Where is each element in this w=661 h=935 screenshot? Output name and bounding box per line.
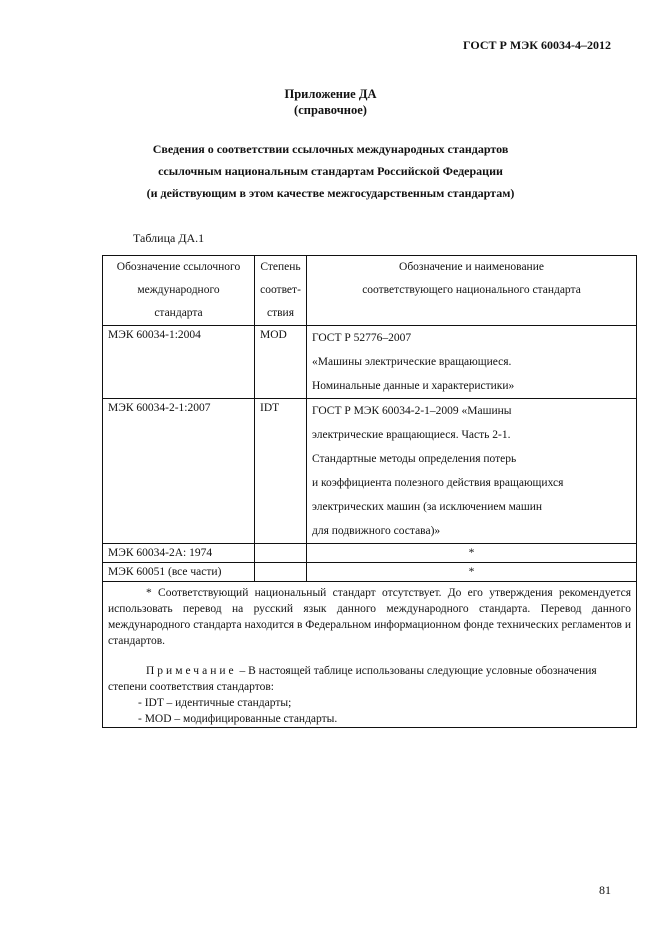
cell-reference-code: МЭК 60034-2А: 1974 xyxy=(103,544,255,563)
cell-degree xyxy=(255,563,307,582)
table-row xyxy=(103,544,637,563)
cell-line: Номинальные данные и характеристики» xyxy=(312,380,515,392)
appendix-heading xyxy=(0,86,661,118)
header-line: соответ- xyxy=(260,284,301,296)
cell-line: ГОСТ Р 52776–2007 xyxy=(312,332,412,344)
table-footer-row xyxy=(103,582,637,728)
table-row xyxy=(103,563,637,582)
section-title-line: (и действующим в этом качестве межгосударственным стандартам) xyxy=(146,186,515,200)
header-line: международного xyxy=(137,284,220,296)
table-caption: Таблица ДА.1 xyxy=(133,231,205,245)
note-item: - IDT – идентичные стандарты; xyxy=(138,697,292,709)
cell-line: ГОСТ Р МЭК 60034-2-1–2009 «Машины xyxy=(312,405,512,417)
appendix-subtitle: (справочное) xyxy=(294,103,367,117)
cell-reference-code: МЭК 60051 (все части) xyxy=(103,563,255,582)
note-label: Примечание xyxy=(146,665,237,677)
table-header-row xyxy=(103,256,637,326)
cell-line: электрических машин (за исключением машин xyxy=(312,501,543,513)
cell-line: «Машины электрические вращающиеся. xyxy=(312,356,512,368)
note-text: – В настоящей таблице использованы следующие условные обозначения степени соответствия стандартов: xyxy=(108,665,597,693)
header-line: ствия xyxy=(266,307,294,319)
section-title xyxy=(0,138,661,204)
note-item: - MOD – модифицированные стандарты. xyxy=(138,713,338,725)
appendix-title: Приложение ДА xyxy=(284,87,377,101)
table-row xyxy=(103,326,637,399)
footnote: * Соответствующий национальный стандарт отсутствует. До его утверждения рекомендуется использовать перевод на русский язык данного международного стандарта. Перевод данного международного стандарта находится в Федеральном информационном фонде технических регламентов и стандартов. xyxy=(108,587,631,647)
page-number: 81 xyxy=(599,883,611,897)
cell-national-standard: * xyxy=(307,563,637,582)
header-line: соответствующего национального стандарта xyxy=(362,284,581,296)
cell-line: электрические вращающиеся. Часть 2-1. xyxy=(312,429,511,441)
header-line: стандарта xyxy=(154,307,203,319)
header-line: Степень xyxy=(260,261,301,273)
header-degree xyxy=(255,256,307,326)
section-title-line: ссылочным национальным стандартам Российской Федерации xyxy=(158,164,503,178)
cell-national-standard: * xyxy=(307,544,637,563)
table-footer xyxy=(103,582,637,728)
cell-national-standard xyxy=(307,399,637,544)
cell-national-standard xyxy=(307,326,637,399)
table-note xyxy=(108,663,631,727)
cell-degree: MOD xyxy=(255,326,307,399)
header-line: Обозначение ссылочного xyxy=(116,261,241,273)
header-national-standard xyxy=(307,256,637,326)
note-paragraph xyxy=(108,663,631,695)
cell-degree: IDT xyxy=(255,399,307,544)
cell-reference-code: МЭК 60034-1:2004 xyxy=(103,326,255,399)
cell-degree xyxy=(255,544,307,563)
table-row xyxy=(103,399,637,544)
correspondence-table xyxy=(102,255,637,728)
cell-line: Стандартные методы определения потерь xyxy=(312,453,517,465)
cell-reference-code: МЭК 60034-2-1:2007 xyxy=(103,399,255,544)
cell-line: для подвижного состава)» xyxy=(312,525,441,537)
cell-line: и коэффициента полезного действия вращающихся xyxy=(312,477,564,489)
section-title-line: Сведения о соответствии ссылочных международных стандартов xyxy=(152,142,509,156)
document-code: ГОСТ Р МЭК 60034-4–2012 xyxy=(463,38,611,52)
header-reference-standard xyxy=(103,256,255,326)
header-line: Обозначение и наименование xyxy=(399,261,544,273)
